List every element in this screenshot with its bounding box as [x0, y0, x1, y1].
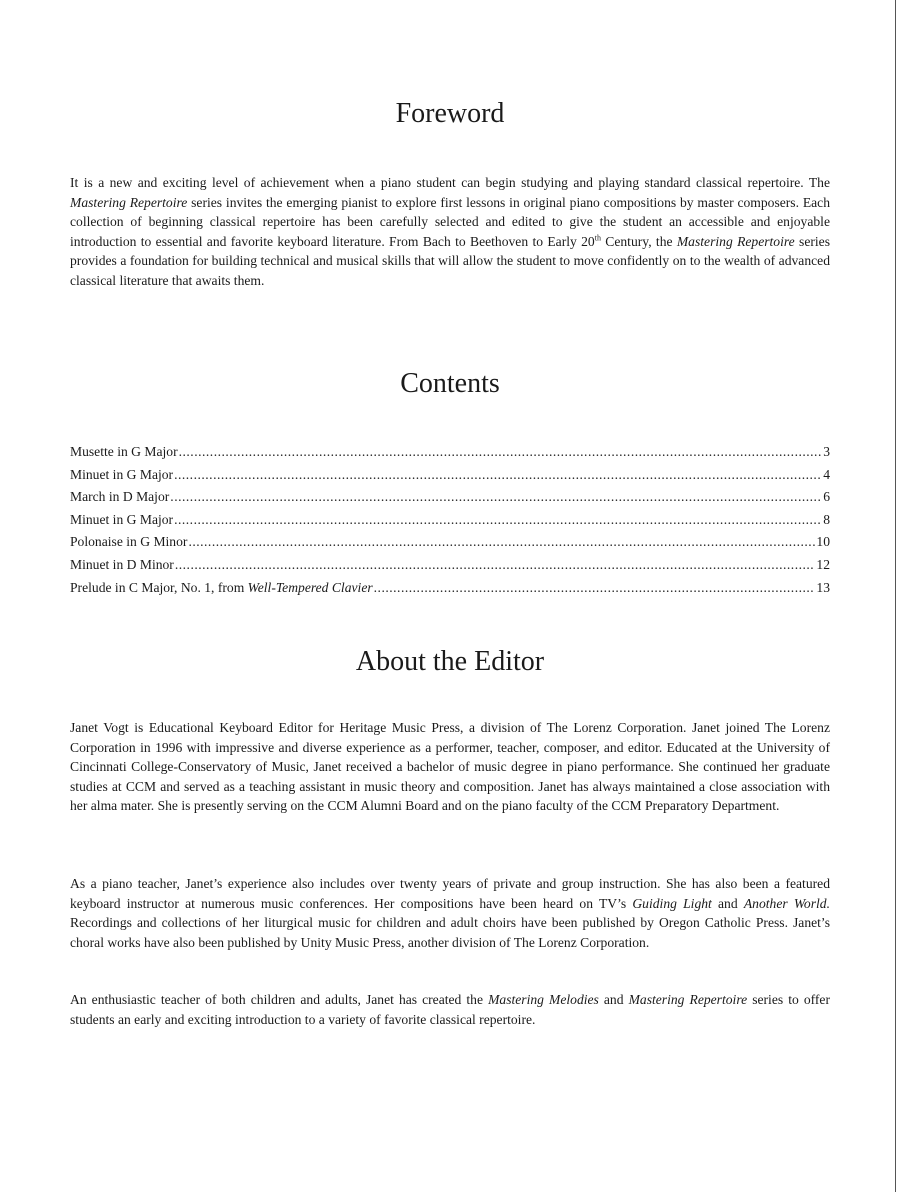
series-title-2: Mastering Repertoire: [676, 233, 795, 249]
toc-entry: [70, 512, 830, 535]
foreword-text-4: series provides a foundation for building technical and musical skills that will allow the student to move confidently on to the wealth of advanced classical literature that awaits them.: [70, 233, 830, 288]
toc-entry-title-italic: Well-Tempered Clavier: [247, 579, 373, 595]
toc-leader-dots: [179, 444, 823, 460]
toc-entry: [70, 444, 830, 467]
series-title-1: Mastering Repertoire: [70, 194, 188, 210]
foreword-text-2: series invites the emerging pianist to explore first lessons in original piano compositions by master composers. Each collection of beginning classical repertoire has been carefully selected and edited to give the student an accessible and enjoyable introduction to essential and favorite keyboard literature. From Bach to Beethoven to Early 20: [70, 194, 830, 249]
toc-entry-page: 13: [816, 579, 830, 595]
toc-entry-page: 12: [816, 556, 830, 572]
toc-leader-dots: [170, 489, 822, 505]
toc-entry-page: 10: [816, 534, 830, 550]
toc-entry-page: 4: [823, 466, 830, 482]
editor-paragraph-3: [70, 990, 830, 1029]
foreword-text-1: It is a new and exciting level of achievement when a piano student can begin studying and playing standard classical repertoire. The: [70, 175, 830, 190]
toc-entry-title: March in D Major: [70, 489, 170, 505]
toc-entry: [70, 580, 830, 603]
editor-p3-text-c: series to offer students an early and exciting introduction to a variety of favorite classical repertoire.: [70, 992, 830, 1027]
ordinal-suffix: th: [594, 232, 601, 242]
toc-entry-title: [70, 580, 373, 596]
foreword-heading: Foreword: [395, 98, 505, 129]
editor-p2-text-b: and: [711, 895, 744, 911]
toc-entry: [70, 534, 830, 557]
toc-entry-title: Polonaise in G Minor: [70, 534, 188, 550]
toc-leader-dots: [374, 580, 816, 596]
editor-p2-text-a: As a piano teacher, Janet’s experience also includes over twenty years of private and group instruction. She has also been a featured keyboard instructor at numerous music conferences. Her compositions have been heard on TV’s: [70, 876, 830, 911]
toc-entry-page: 6: [823, 489, 830, 505]
editor-p2-text-c: Recordings and collections of her liturgical music for children and adult choirs have been published by Oregon Catholic Press. Janet’s choral works have also been published by Unity Music Press, another division of The Lorenz Corporation.: [70, 915, 830, 950]
page-edge-rule: [895, 0, 896, 1192]
toc-entry-title: Minuet in D Minor: [70, 556, 174, 572]
toc-entry-title: Musette in G Major: [70, 444, 178, 459]
toc-entry: [70, 467, 830, 490]
editor-paragraph-1: Janet Vogt is Educational Keyboard Editor for Heritage Music Press, a division of The Lorenz Corporation. Janet joined The Lorenz Corporation in 1996 with impressive and diverse experience as a performer, teacher, composer, and editor. Educated at the University of Cincinnati College-Conservatory of Music, Janet received a bachelor of music degree in piano performance. She continued her graduate studies at CCM and served as a teaching assistant in music theory and composition. Janet has always maintained a close association with her alma mater. She is presently serving on the CCM Alumni Board and on the piano faculty of the CCM Preparatory Department.: [70, 720, 830, 813]
editor-p3-text-b: and: [598, 992, 629, 1007]
editor-p3-text-a: An enthusiastic teacher of both children and adults, Janet has created the: [70, 992, 489, 1007]
toc-entry-page: 8: [823, 511, 830, 527]
foreword-paragraph: [70, 173, 830, 290]
toc-leader-dots: [188, 534, 815, 550]
contents-heading: Contents: [400, 368, 500, 399]
about-editor-heading: About the Editor: [355, 646, 545, 677]
toc-leader-dots: [174, 467, 822, 483]
foreword-text-3: Century, the: [600, 233, 677, 249]
table-of-contents: [70, 444, 830, 602]
toc-entry-title: Minuet in G Major: [70, 466, 174, 482]
toc-entry: [70, 557, 830, 580]
show-title-2: Another World.: [743, 895, 830, 911]
editor-paragraph-2: [70, 874, 830, 952]
show-title-1: Guiding Light: [632, 895, 712, 911]
series-title-repertoire: Mastering Repertoire: [628, 992, 748, 1007]
toc-entry-title-text: Prelude in C Major, No. 1, from: [70, 579, 248, 595]
toc-leader-dots: [174, 512, 822, 528]
toc-leader-dots: [175, 557, 816, 573]
toc-entry-title: Minuet in G Major: [70, 511, 174, 527]
toc-entry: [70, 489, 830, 512]
toc-entry-page: 3: [823, 444, 830, 459]
series-title-melodies: Mastering Melodies: [488, 992, 599, 1007]
